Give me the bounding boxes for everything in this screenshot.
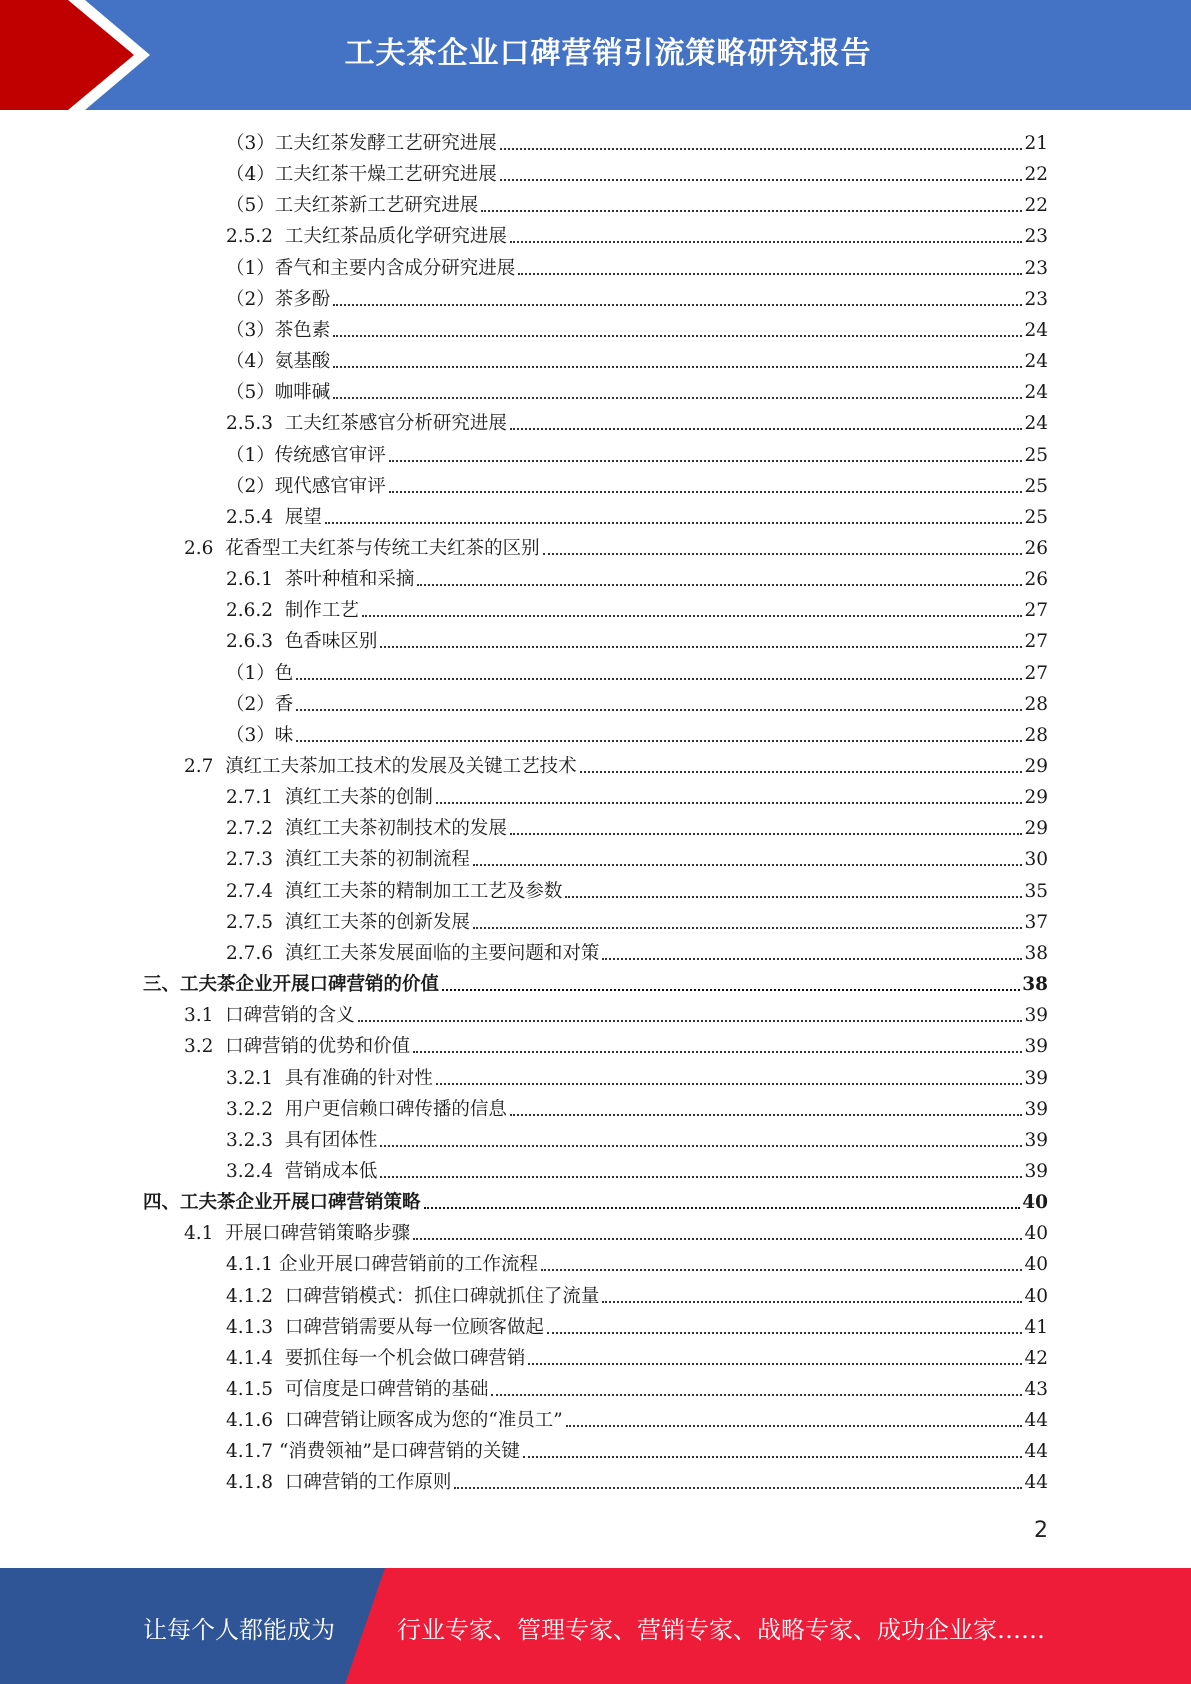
toc-entry-label: （1）色 bbox=[226, 662, 294, 684]
toc-entry-label: 4.1.6 口碑营销让顾客成为您的“准员工” bbox=[226, 1410, 563, 1432]
toc-entry[interactable] bbox=[226, 1123, 1048, 1154]
toc-entry-label: 3.2.2 用户更信赖口碑传播的信息 bbox=[226, 1098, 507, 1120]
toc-entry-page: 39 bbox=[1024, 1036, 1048, 1058]
toc-entry-label: （1）传统感官审评 bbox=[226, 444, 386, 466]
toc-leader-dots bbox=[473, 864, 1023, 866]
toc-leader-dots bbox=[380, 646, 1022, 648]
toc-entry-page: 39 bbox=[1024, 1067, 1048, 1089]
toc-leader-dots bbox=[523, 1456, 1023, 1458]
toc-entry[interactable] bbox=[226, 375, 1048, 406]
toc-leader-dots bbox=[296, 709, 1022, 711]
toc-entry[interactable] bbox=[143, 967, 1048, 998]
toc-entry-page: 25 bbox=[1024, 444, 1048, 466]
toc-leader-dots bbox=[510, 241, 1023, 243]
toc-leader-dots bbox=[566, 1425, 1023, 1427]
toc-leader-dots bbox=[296, 678, 1022, 680]
toc-leader-dots bbox=[296, 740, 1022, 742]
toc-entry-page: 28 bbox=[1024, 724, 1048, 746]
toc-entry[interactable] bbox=[226, 344, 1048, 375]
toc-entry[interactable] bbox=[226, 1061, 1048, 1092]
toc-entry-label: 2.7.6 滇红工夫茶发展面临的主要问题和对策 bbox=[226, 942, 600, 964]
toc-entry[interactable] bbox=[226, 313, 1048, 344]
toc-leader-dots bbox=[380, 1176, 1022, 1178]
toc-entry[interactable] bbox=[226, 874, 1048, 905]
toc-leader-dots bbox=[417, 584, 1022, 586]
page-footer bbox=[0, 1568, 1191, 1684]
toc-entry[interactable] bbox=[226, 1247, 1048, 1278]
toc-entry-label: （4）氨基酸 bbox=[226, 351, 331, 373]
report-title: 工夫茶企业口碑营销引流策略研究报告 bbox=[344, 36, 872, 71]
toc-entry-page: 24 bbox=[1024, 382, 1048, 404]
toc-entry[interactable] bbox=[226, 624, 1048, 655]
toc-entry[interactable] bbox=[226, 251, 1048, 282]
toc-entry-page: 42 bbox=[1024, 1347, 1048, 1369]
toc-entry[interactable] bbox=[184, 749, 1048, 780]
toc-entry-label: 2.6.1 茶叶种植和采摘 bbox=[226, 569, 415, 591]
toc-entry-label: （5）工夫红茶新工艺研究进展 bbox=[226, 195, 479, 217]
toc-entry-label: 2.7 滇红工夫茶加工技术的发展及关键工艺技术 bbox=[184, 756, 577, 777]
footer-slogan-right: 行业专家、管理专家、营销专家、战略专家、成功企业家…… bbox=[397, 1616, 1045, 1644]
toc-entry-page: 39 bbox=[1024, 1098, 1048, 1120]
toc-entry-label: 2.7.4 滇红工夫茶的精制加工工艺及参数 bbox=[226, 880, 563, 902]
toc-entry-label: 2.7.2 滇红工夫茶初制技术的发展 bbox=[226, 818, 507, 840]
toc-entry-label: 3.2.4 营销成本低 bbox=[226, 1160, 378, 1182]
toc-entry-label: 4.1.7 “消费领袖”是口碑营销的关键 bbox=[226, 1441, 520, 1463]
toc-leader-dots bbox=[541, 1269, 1022, 1271]
toc-entry-label: 4.1.3 口碑营销需要从每一位顾客做起 bbox=[226, 1316, 544, 1338]
toc-entry-page: 23 bbox=[1024, 226, 1048, 248]
toc-entry-label: 四、工夫茶企业开展口碑营销策略 bbox=[143, 1192, 421, 1214]
toc-entry-label: （2）茶多酚 bbox=[226, 288, 331, 310]
toc-entry[interactable] bbox=[226, 1310, 1048, 1341]
toc-entry[interactable] bbox=[226, 438, 1048, 469]
toc-entry-page: 39 bbox=[1024, 1129, 1048, 1151]
toc-entry[interactable] bbox=[226, 780, 1048, 811]
toc-leader-dots bbox=[333, 335, 1022, 337]
toc-leader-dots bbox=[454, 1487, 1022, 1489]
toc-entry-page: 21 bbox=[1024, 133, 1048, 154]
toc-entry-label: 3.2.1 具有准确的针对性 bbox=[226, 1067, 433, 1089]
toc-entry-page: 40 bbox=[1022, 1192, 1048, 1214]
footer-slogan-left: 让每个人都能成为 bbox=[143, 1616, 335, 1644]
toc-leader-dots bbox=[543, 553, 1023, 555]
toc-entry-page: 38 bbox=[1024, 942, 1048, 964]
toc-entry-label: （3）味 bbox=[226, 724, 294, 746]
toc-entry-label: 2.7.1 滇红工夫茶的创制 bbox=[226, 787, 433, 809]
toc-entry[interactable] bbox=[226, 1372, 1048, 1403]
toc-entry[interactable] bbox=[226, 1154, 1048, 1185]
toc-entry-page: 22 bbox=[1024, 164, 1048, 186]
toc-leader-dots bbox=[325, 522, 1023, 524]
toc-leader-dots bbox=[565, 896, 1022, 898]
toc-leader-dots bbox=[491, 1394, 1022, 1396]
toc-entry-page: 24 bbox=[1024, 413, 1048, 435]
toc-leader-dots bbox=[436, 1083, 1023, 1085]
toc-entry-label: 三、工夫茶企业开展口碑营销的价值 bbox=[143, 974, 440, 996]
toc-entry-label: 4.1.1 企业开展口碑营销前的工作流程 bbox=[226, 1254, 538, 1276]
toc-entry-page: 29 bbox=[1024, 818, 1048, 840]
toc-entry[interactable] bbox=[226, 1341, 1048, 1372]
toc-entry[interactable] bbox=[226, 687, 1048, 718]
toc-entry-label: 4.1.8 口碑营销的工作原则 bbox=[226, 1472, 452, 1494]
toc-leader-dots bbox=[333, 397, 1022, 399]
toc-entry[interactable] bbox=[226, 1434, 1048, 1465]
toc-entry-label: 2.6 花香型工夫红茶与传统工夫红茶的区别 bbox=[184, 537, 540, 559]
toc-entry-label: （2）香 bbox=[226, 693, 294, 715]
toc-entry-label: 3.2.3 具有团体性 bbox=[226, 1129, 378, 1151]
toc-leader-dots bbox=[424, 1207, 1021, 1209]
toc-entry-page: 40 bbox=[1024, 1254, 1048, 1276]
toc-entry[interactable] bbox=[226, 656, 1048, 687]
toc-entry-page: 37 bbox=[1024, 911, 1048, 933]
toc-entry-page: 25 bbox=[1024, 475, 1048, 497]
toc-leader-dots bbox=[389, 460, 1023, 462]
toc-entry[interactable] bbox=[184, 531, 1048, 562]
toc-entry-page: 38 bbox=[1022, 974, 1048, 996]
toc-leader-dots bbox=[473, 927, 1023, 929]
toc-entry-page: 39 bbox=[1024, 1160, 1048, 1182]
toc-entry-page: 40 bbox=[1024, 1285, 1048, 1307]
toc-entry[interactable] bbox=[226, 811, 1048, 842]
toc-entry-label: 4.1 开展口碑营销策略步骤 bbox=[184, 1223, 411, 1245]
toc-entry-label: （3）工夫红茶发酵工艺研究进展 bbox=[226, 133, 497, 154]
toc-entry[interactable] bbox=[226, 219, 1048, 250]
toc-entry[interactable] bbox=[143, 1185, 1048, 1216]
toc-leader-dots bbox=[333, 366, 1022, 368]
toc-leader-dots bbox=[580, 771, 1023, 773]
toc-entry-page: 27 bbox=[1024, 662, 1048, 684]
toc-leader-dots bbox=[413, 1238, 1022, 1240]
toc-leader-dots bbox=[389, 491, 1023, 493]
toc-entry[interactable] bbox=[184, 1029, 1048, 1060]
toc-entry-page: 23 bbox=[1024, 288, 1048, 310]
toc-leader-dots bbox=[510, 1114, 1023, 1116]
toc-entry-page: 39 bbox=[1024, 1005, 1048, 1027]
toc-entry-label: 4.1.5 可信度是口碑营销的基础 bbox=[226, 1379, 489, 1400]
toc-entry[interactable] bbox=[226, 1403, 1048, 1434]
toc-entry-label: 2.7.5 滇红工夫茶的创新发展 bbox=[226, 911, 470, 933]
toc-entry-label: 2.6.2 制作工艺 bbox=[226, 600, 359, 622]
toc-leader-dots bbox=[500, 179, 1023, 181]
toc-entry-label: （2）现代感官审评 bbox=[226, 475, 386, 497]
toc-leader-dots bbox=[442, 989, 1020, 991]
toc-entry-page: 23 bbox=[1024, 257, 1048, 279]
toc-leader-dots bbox=[413, 1051, 1022, 1053]
toc-entry-label: 3.2 口碑营销的优势和价值 bbox=[184, 1036, 411, 1058]
toc-entry-label: （4）工夫红茶干燥工艺研究进展 bbox=[226, 164, 497, 186]
toc-entry-label: 3.1 口碑营销的含义 bbox=[184, 1005, 355, 1027]
toc-entry[interactable] bbox=[226, 188, 1048, 219]
toc-leader-dots bbox=[510, 428, 1023, 430]
toc-entry[interactable] bbox=[226, 1092, 1048, 1123]
toc-entry[interactable] bbox=[226, 469, 1048, 500]
toc-entry-page: 24 bbox=[1024, 319, 1048, 341]
toc-entry-page: 40 bbox=[1024, 1223, 1048, 1245]
toc-entry-page: 35 bbox=[1024, 880, 1048, 902]
toc-entry-page: 44 bbox=[1024, 1441, 1048, 1463]
page-header bbox=[0, 0, 1191, 110]
toc-entry-label: 2.6.3 色香味区别 bbox=[226, 631, 378, 653]
toc-entry[interactable] bbox=[226, 562, 1048, 593]
toc-entry-label: （1）香气和主要内含成分研究进展 bbox=[226, 257, 516, 279]
toc-entry[interactable] bbox=[184, 1216, 1048, 1247]
toc-leader-dots bbox=[333, 304, 1022, 306]
toc-leader-dots bbox=[528, 1363, 1022, 1365]
page-number: 2 bbox=[1034, 1518, 1048, 1543]
toc-leader-dots bbox=[500, 148, 1023, 150]
toc-leader-dots bbox=[510, 833, 1023, 835]
toc-entry[interactable] bbox=[226, 1279, 1048, 1310]
toc-entry-label: （5）咖啡碱 bbox=[226, 382, 331, 404]
toc-entry-page: 26 bbox=[1024, 569, 1048, 591]
toc-entry-page: 44 bbox=[1024, 1410, 1048, 1432]
toc-entry-page: 24 bbox=[1024, 351, 1048, 373]
toc-entry[interactable] bbox=[226, 905, 1048, 936]
toc-entry-page: 29 bbox=[1024, 756, 1048, 777]
toc-entry-page: 27 bbox=[1024, 600, 1048, 622]
toc-entry[interactable] bbox=[226, 842, 1048, 873]
toc-entry[interactable] bbox=[226, 406, 1048, 437]
toc-leader-dots bbox=[362, 615, 1023, 617]
toc-entry-page: 27 bbox=[1024, 631, 1048, 653]
toc-leader-dots bbox=[358, 1020, 1023, 1022]
toc-entry[interactable] bbox=[226, 1465, 1048, 1496]
toc-entry-label: 4.1.2 口碑营销模式：抓住口碑就抓住了流量 bbox=[226, 1285, 600, 1307]
toc-entry-page: 43 bbox=[1024, 1379, 1048, 1400]
toc-entry-label: （3）茶色素 bbox=[226, 319, 331, 341]
toc-entry-page: 26 bbox=[1024, 537, 1048, 559]
toc-entry-page: 29 bbox=[1024, 787, 1048, 809]
toc-leader-dots bbox=[436, 802, 1023, 804]
toc-entry-label: 2.5.4 展望 bbox=[226, 506, 322, 528]
toc-entry-label: 2.7.3 滇红工夫茶的初制流程 bbox=[226, 849, 470, 871]
toc-entry[interactable] bbox=[226, 718, 1048, 749]
toc-leader-dots bbox=[518, 273, 1022, 275]
toc-entry-page: 28 bbox=[1024, 693, 1048, 715]
toc-leader-dots bbox=[602, 1301, 1022, 1303]
toc-entry[interactable] bbox=[226, 500, 1048, 531]
toc-entry-label: 2.5.3 工夫红茶感官分析研究进展 bbox=[226, 413, 507, 435]
toc-entry-page: 41 bbox=[1024, 1316, 1048, 1338]
toc-leader-dots bbox=[380, 1145, 1022, 1147]
toc-entry[interactable] bbox=[184, 998, 1048, 1029]
toc-entry-page: 30 bbox=[1024, 849, 1048, 871]
toc-entry-label: 4.1.4 要抓住每一个机会做口碑营销 bbox=[226, 1347, 526, 1369]
toc-entry[interactable] bbox=[226, 936, 1048, 967]
toc-entry-page: 22 bbox=[1024, 195, 1048, 217]
toc-entry-page: 44 bbox=[1024, 1472, 1048, 1494]
toc-entry[interactable] bbox=[226, 282, 1048, 313]
toc-entry[interactable] bbox=[226, 126, 1048, 157]
toc-entry[interactable] bbox=[226, 593, 1048, 624]
toc-entry-label: 2.5.2 工夫红茶品质化学研究进展 bbox=[226, 226, 507, 248]
toc-entry-page: 25 bbox=[1024, 506, 1048, 528]
toc-leader-dots bbox=[481, 210, 1022, 212]
toc-leader-dots bbox=[602, 958, 1022, 960]
toc-leader-dots bbox=[547, 1332, 1023, 1334]
toc-entry[interactable] bbox=[226, 157, 1048, 188]
